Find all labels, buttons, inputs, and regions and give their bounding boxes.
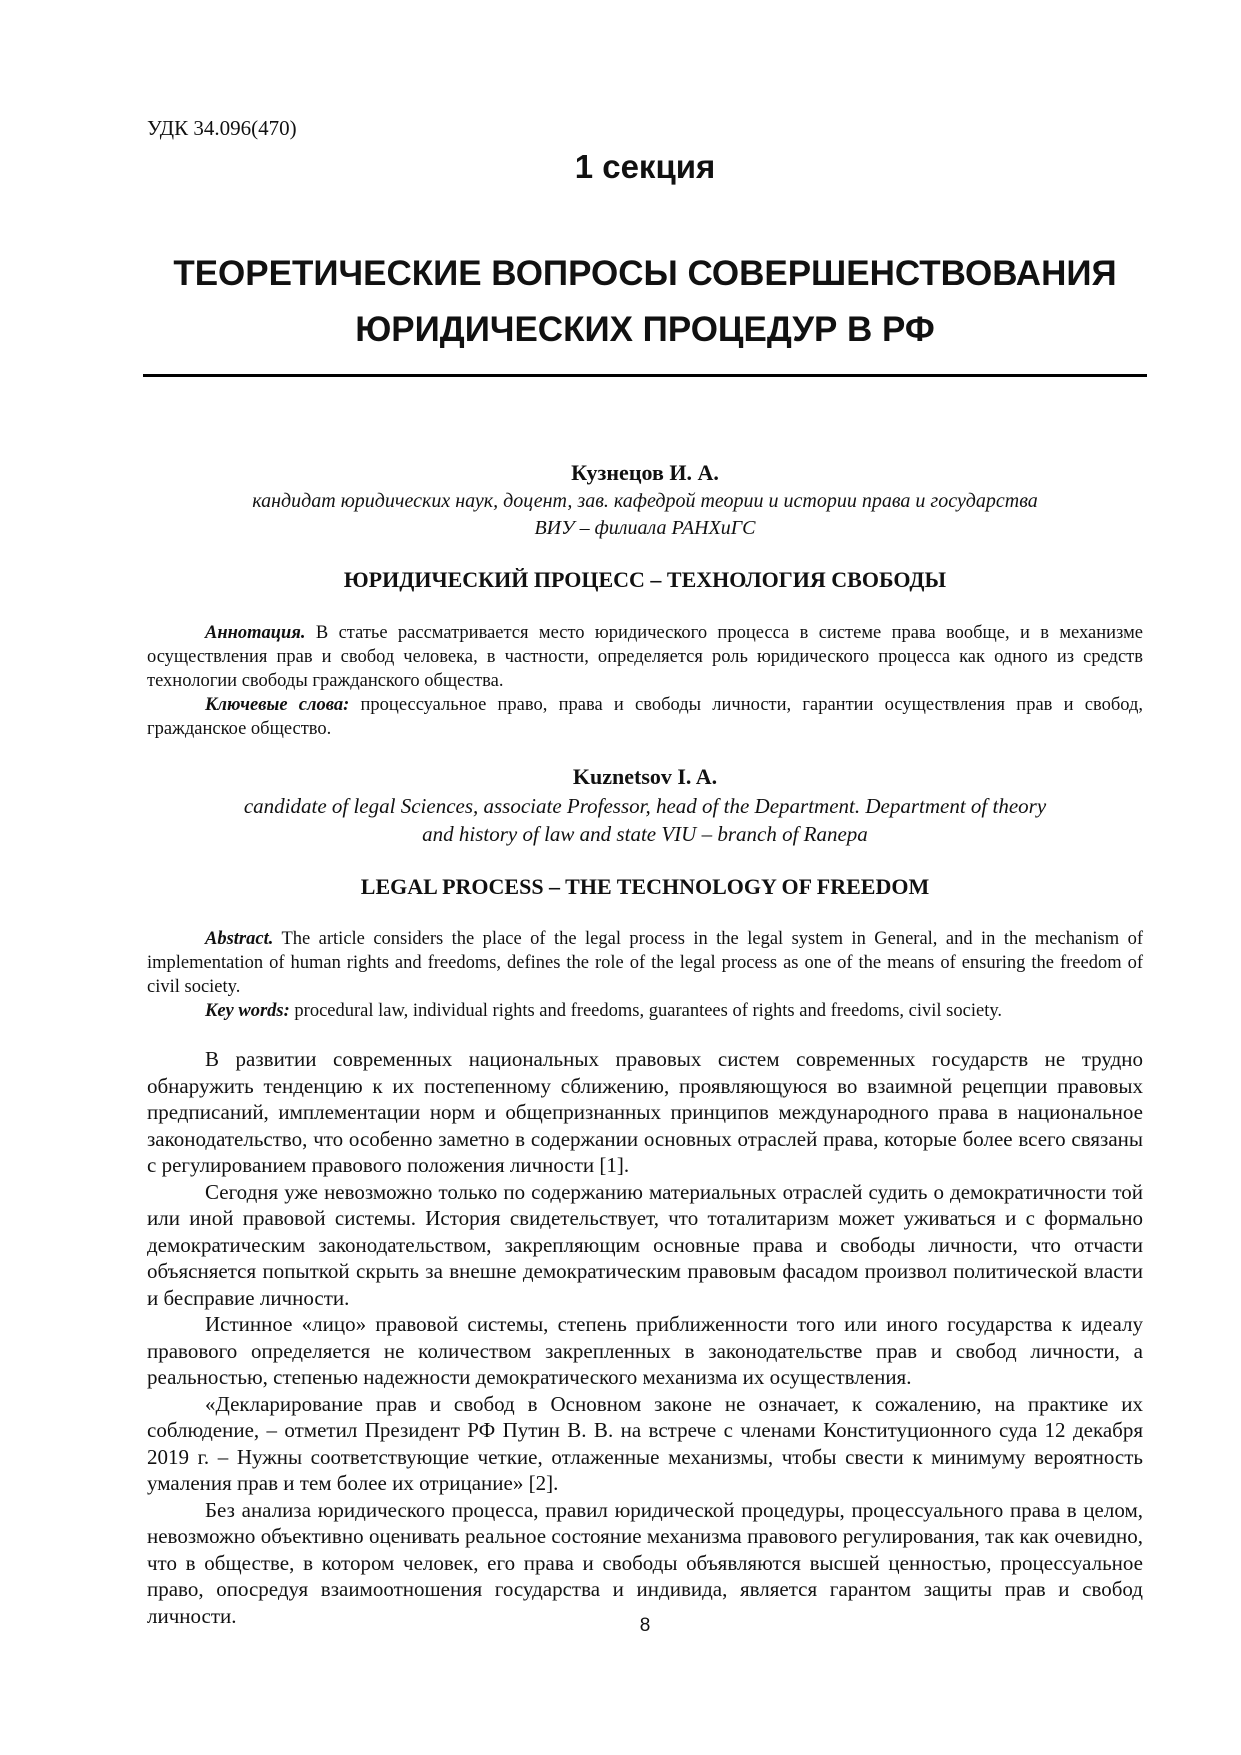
abstract-label-en: Abstract. [205, 929, 274, 949]
abstract-text-ru: В статье рассматривается место юридического процесса в системе права вообще, и в механизме осуществления прав и свобод человека, в частности, определяется роль юридического процесса как одного из средств технологии свободы гражданского общества. [147, 623, 1143, 691]
keywords-text-en: procedural law, individual rights and freedoms, guarantees of rights and freedoms, civil society. [289, 1001, 1003, 1021]
body-paragraph: В развитии современных национальных правовых систем современных государств не трудно обнаружить тенденцию к их постепенному сближению, проявляющуюся во взаимной рецепции правовых предписаний, имплементации норм и общепризнанных принципов международного права в национальное законодательство, что особенно заметно в содержании основных отраслей права, которые более всего связаны с регулированием правового положения личности [1]. [147, 1047, 1143, 1177]
body-paragraph: «Декларирование прав и свобод в Основном законе не означает, к сожалению, на практике их соблюдение, – отметил Президент РФ Путин В. В. на встрече с членами Конституционного суда 12 декабря 2019 г. – Нужны соответствующие четкие, отлаженные механизмы, чтобы свести к минимуму вероятность умаления прав и тем более их отрицание» [2]. [147, 1391, 1143, 1495]
body-paragraph: Сегодня уже невозможно только по содержанию материальных отраслей судить о демократичности той или иной правовой системы. История свидетельствует, что тоталитаризм может уживаться и с формально демократическим законодательством, закрепляющим основные права и свободы личности, что отчасти объясняется попыткой скрыть за внешне демократическим правовым фасадом произвол политической власти и бесправие личности. [147, 1179, 1143, 1310]
body-paragraph: Истинное «лицо» правовой системы, степень приближенности того или иного государства к идеалу правового определяется не количеством закрепленных в законодательстве прав и свобод личности, а реальностью, степенью надежности демократического механизма их осуществления. [147, 1312, 1143, 1389]
article-title-en: LEGAL PROCESS – THE TECHNOLOGY OF FREEDOM [360, 874, 930, 899]
body-paragraph: Без анализа юридического процесса, правил юридической процедуры, процессуального права в целом, невозможно объективно оценивать реальное состояние механизма правового регулирования, так как очевидно, что в обществе, в котором человек, его права и свободы объявляются высшей ценностью, процессуальное право, опосредуя взаимоотношения государства и индивида, является гарантом защиты прав и свобод личности. [147, 1497, 1143, 1628]
abstract-en [147, 927, 1143, 999]
keywords-en [147, 999, 1143, 1023]
article-body [147, 1046, 1143, 1629]
abstract-ru [147, 621, 1143, 693]
udk-code: УДК 34.096(470) [147, 116, 297, 140]
title-divider [143, 374, 1147, 377]
affiliation-ru-line-2: ВИУ – филиала РАНХиГС [534, 517, 756, 539]
affiliation-en-line-1: candidate of legal Sciences, associate Professor, head of the Department. Department of theory [243, 794, 1047, 818]
abstract-block-en [147, 927, 1143, 1023]
abstract-block-ru [147, 621, 1143, 741]
keywords-ru [147, 693, 1143, 741]
keywords-label-en: Key words: [205, 1001, 290, 1021]
section-title: 1 секция [574, 148, 716, 185]
page-number: 8 [639, 1615, 651, 1636]
article-title-ru: ЮРИДИЧЕСКИЙ ПРОЦЕСС – ТЕХНОЛОГИЯ СВОБОДЫ [343, 567, 947, 592]
abstract-text-en: The article considers the place of the legal process in the legal system in General, and in the mechanism of implementation of human rights and freedoms, defines the role of the legal process as one of the means of ensuring the freedom of civil society. [147, 929, 1143, 997]
main-title: ТЕОРЕТИЧЕСКИЕ ВОПРОСЫ СОВЕРШЕНСТВОВАНИЯ ЮРИДИЧЕСКИХ ПРОЦЕДУР В РФ [173, 254, 1117, 349]
author-en: Kuznetsov I. A. [572, 764, 718, 789]
keywords-text-ru: процессуальное право, права и свободы личности, гарантии осуществления прав и свобод, гражданское общество. [147, 695, 1143, 739]
keywords-label-ru: Ключевые слова: [205, 695, 350, 715]
author-ru: Кузнецов И. А. [571, 460, 719, 485]
abstract-label-ru: Аннотация. [205, 623, 306, 643]
affiliation-en-line-2: and history of law and state VIU – branch of Ranepa [422, 822, 868, 846]
affiliation-ru-line-1: кандидат юридических наук, доцент, зав. кафедрой теории и истории права и государства [252, 490, 1038, 512]
